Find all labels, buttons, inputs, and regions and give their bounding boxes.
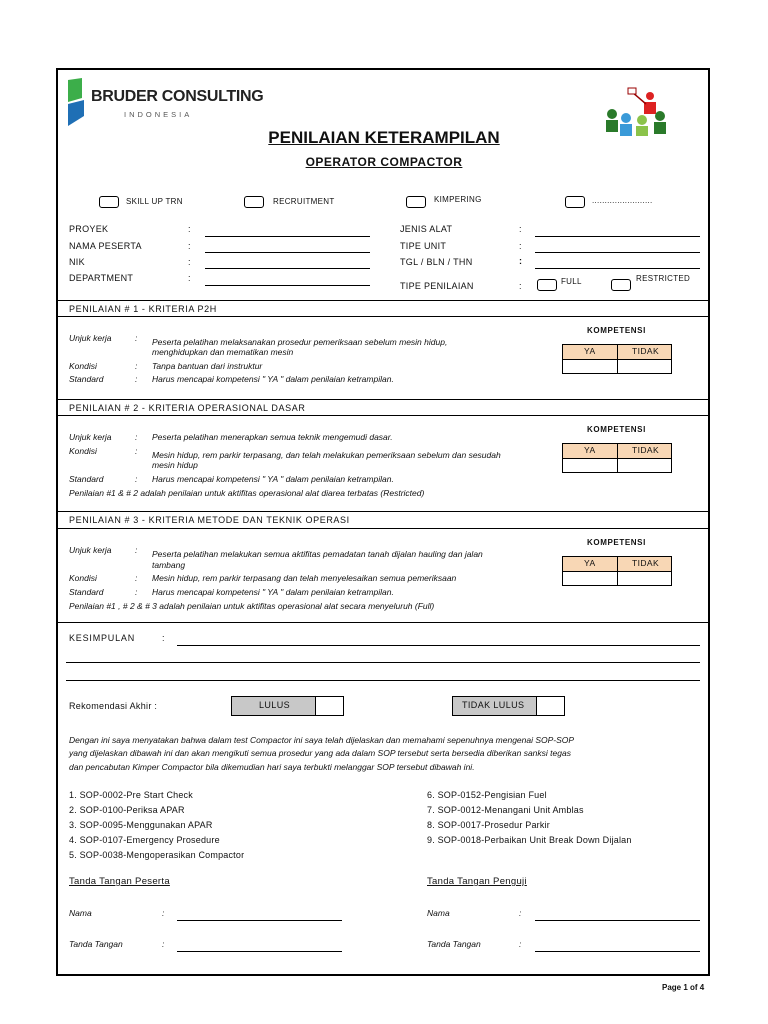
divider [57,300,710,301]
tipe-unit-field[interactable] [535,252,700,253]
peserta-ttd-label: Tanda Tangan [69,939,123,949]
nama-peserta-label: NAMA PESERTA [69,241,142,251]
bruder-logo-icon [64,76,90,130]
colon: : [135,374,138,384]
page-number: Page 1 of 4 [662,983,705,992]
signature-penguji-title: Tanda Tangan Penguji [427,876,527,887]
tidak-lulus-option[interactable] [452,696,565,716]
restricted-label: RESTRICTED [636,274,691,283]
statement-line: yang dijelaskan dibawah ini dan akan mengikuti semua prosedur yang ada dalam SOP tersebut serta bersedia diberikan sanksi tegas [69,748,571,758]
nik-field[interactable] [205,268,370,269]
jenis-alat-label: JENIS ALAT [400,224,453,234]
unjuk-kerja-label: Unjuk kerja [69,333,112,343]
divider [57,622,710,623]
colon: : [135,333,138,343]
peserta-nama-field[interactable] [177,920,342,921]
statement-line: Dengan ini saya menyatakan bahwa dalam test Compactor ini saya telah dijelaskan dan memahami sepenuhnya mengenai SOP-SOP [69,735,575,745]
section2-kompetensi-table [562,443,672,473]
colon: : [519,908,522,918]
peserta-nama-label: Nama [69,908,92,918]
ya-header: YA [584,445,596,455]
divider [57,399,710,400]
colon: : [188,224,191,234]
standard-label: Standard [69,374,104,384]
section3-unjuk-text-2: tambang [152,560,186,570]
nama-peserta-field[interactable] [205,252,370,253]
section3-tidak-cell[interactable] [618,571,671,585]
kompetensi-title: KOMPETENSI [587,326,646,335]
kimpering-checkbox[interactable] [406,196,426,208]
section3-title: PENILAIAN # 3 - KRITERIA METODE DAN TEKNIK OPERASI [69,515,350,525]
proyek-label: PROYEK [69,224,109,234]
penguji-ttd-field[interactable] [535,951,700,952]
colon: : [135,573,138,583]
skill-up-checkbox[interactable] [99,196,119,208]
tidak-header: TIDAK [632,445,660,455]
sop-item: 1. SOP-0002-Pre Start Check [69,790,193,800]
colon: : [135,361,138,371]
section3-kompetensi-table [562,556,672,586]
restricted-checkbox[interactable] [611,279,631,291]
colon: : [188,257,191,267]
section2-standard-text: Harus mencapai kompetensi " YA " dalam penilaian ketrampilan. [152,474,394,484]
tgl-field[interactable] [535,268,700,269]
sop-item: 5. SOP-0038-Mengoperasikan Compactor [69,850,245,860]
section2-title: PENILAIAN # 2 - KRITERIA OPERASIONAL DASAR [69,403,306,413]
recruitment-label: RECRUITMENT [273,197,335,206]
section2-kondisi-text-2: mesin hidup [152,460,198,470]
department-field[interactable] [205,285,370,286]
lulus-option[interactable] [231,696,344,716]
section1-kompetensi-table [562,344,672,374]
other-label: ........................ [592,196,653,205]
kondisi-label: Kondisi [69,446,97,456]
peserta-ttd-field[interactable] [177,951,342,952]
unjuk-kerja-label: Unjuk kerja [69,432,112,442]
lulus-label: LULUS [259,700,291,710]
sop-item: 4. SOP-0107-Emergency Prosedure [69,835,220,845]
logo-subtext: INDONESIA [124,110,193,119]
proyek-field[interactable] [205,236,370,237]
standard-label: Standard [69,474,104,484]
colon: : [519,256,523,266]
nik-label: NIK [69,257,85,267]
department-label: DEPARTMENT [69,273,134,283]
rekomendasi-label: Rekomendasi Akhir : [69,701,158,711]
tgl-label: TGL / BLN / THN [400,257,473,267]
kesimpulan-line-1[interactable] [177,645,700,646]
colon: : [519,939,522,949]
sop-item: 3. SOP-0095-Menggunakan APAR [69,820,213,830]
section1-standard-text: Harus mencapai kompetensi " YA " dalam penilaian ketrampilan. [152,374,394,384]
full-label: FULL [561,277,582,286]
kesimpulan-line-2[interactable] [66,662,700,663]
penguji-nama-label: Nama [427,908,450,918]
section3-standard-text: Harus mencapai kompetensi " YA " dalam penilaian ketrampilan. [152,587,394,597]
sop-item: 8. SOP-0017-Prosedur Parkir [427,820,550,830]
section3-unjuk-text: Peserta pelatihan melakukan semua aktifitas pemadatan tanah dijalan hauling dan jalan [152,549,483,559]
tidak-header: TIDAK [632,558,660,568]
standard-label: Standard [69,587,104,597]
section2-tidak-cell[interactable] [618,458,671,472]
other-checkbox[interactable] [565,196,585,208]
sop-item: 7. SOP-0012-Menangani Unit Amblas [427,805,584,815]
colon: : [162,908,165,918]
sop-item: 9. SOP-0018-Perbaikan Unit Break Down Dijalan [427,835,632,845]
colon: : [188,273,191,283]
colon: : [162,633,165,643]
page-title: PENILAIAN KETERAMPILAN [268,128,500,147]
colon: : [135,446,138,456]
section1-tidak-cell[interactable] [618,359,671,373]
ya-header: YA [584,346,596,356]
statement-line: dan pencabutan Kimper Compactor bila dikemudian hari saya terbukti melanggar SOP tersebut dibawah ini. [69,762,475,772]
colon: : [188,241,191,251]
colon: : [162,939,165,949]
tidak-lulus-label: TIDAK LULUS [462,700,525,710]
kondisi-label: Kondisi [69,573,97,583]
recruitment-checkbox[interactable] [244,196,264,208]
kondisi-label: Kondisi [69,361,97,371]
tipe-unit-label: TIPE UNIT [400,241,447,251]
colon: : [135,545,138,555]
divider [57,415,710,416]
section1-ya-cell[interactable] [563,359,617,373]
kimpering-label: KIMPERING [434,195,482,204]
tipe-penilaian-label: TIPE PENILAIAN [400,281,474,291]
colon: : [519,224,522,234]
section1-unjuk-text-2: menghidupkan dan mematikan mesin [152,347,294,357]
section1-unjuk-text: Peserta pelatihan melaksanakan prosedur pemeriksaan sebelum mesin hidup, [152,337,448,347]
jenis-alat-field[interactable] [535,236,700,237]
full-checkbox[interactable] [537,279,557,291]
kesimpulan-label: KESIMPULAN [69,633,136,643]
signature-peserta-title: Tanda Tangan Peserta [69,876,170,887]
sop-item: 2. SOP-0100-Periksa APAR [69,805,185,815]
colon: : [135,587,138,597]
skill-up-label: SKILL UP TRN [126,197,183,206]
kompetensi-title: KOMPETENSI [587,425,646,434]
kompetensi-title: KOMPETENSI [587,538,646,547]
ya-header: YA [584,558,596,568]
kesimpulan-line-3[interactable] [66,680,700,681]
section1-kondisi-text: Tanpa bantuan dari instruktur [152,361,263,371]
logo-text: BRUDER CONSULTING [91,88,264,105]
penguji-nama-field[interactable] [535,920,700,921]
section2-note: Penilaian #1 & # 2 adalah penilaian untuk aktifitas operasional alat diarea terbatas (Restricted) [69,488,425,498]
section2-unjuk-text: Peserta pelatihan menerapkan semua teknik mengemudi dasar. [152,432,393,442]
unjuk-kerja-label: Unjuk kerja [69,545,112,555]
divider [57,528,710,529]
tidak-header: TIDAK [632,346,660,356]
divider [57,511,710,512]
sop-item: 6. SOP-0152-Pengisian Fuel [427,790,547,800]
section3-kondisi-text: Mesin hidup, rem parkir terpasang dan telah menyelesaikan semua pemeriksaan [152,573,457,583]
section3-note: Penilaian #1 , # 2 & # 3 adalah penilaian untuk aktifitas operasional alat secara menyeluruh (Full) [69,601,435,611]
section2-kondisi-text: Mesin hidup, rem parkir terpasang, dan telah melakukan pemeriksaan sebelum dan sesudah [152,450,501,460]
colon: : [135,432,138,442]
penguji-ttd-label: Tanda Tangan [427,939,481,949]
section2-ya-cell[interactable] [563,458,617,472]
page-subtitle: OPERATOR COMPACTOR [305,155,463,169]
colon: : [519,241,522,251]
section3-ya-cell[interactable] [563,571,617,585]
divider [57,316,710,317]
colon: : [519,281,522,291]
section1-title: PENILAIAN # 1 - KRITERIA P2H [69,304,217,314]
colon: : [135,474,138,484]
